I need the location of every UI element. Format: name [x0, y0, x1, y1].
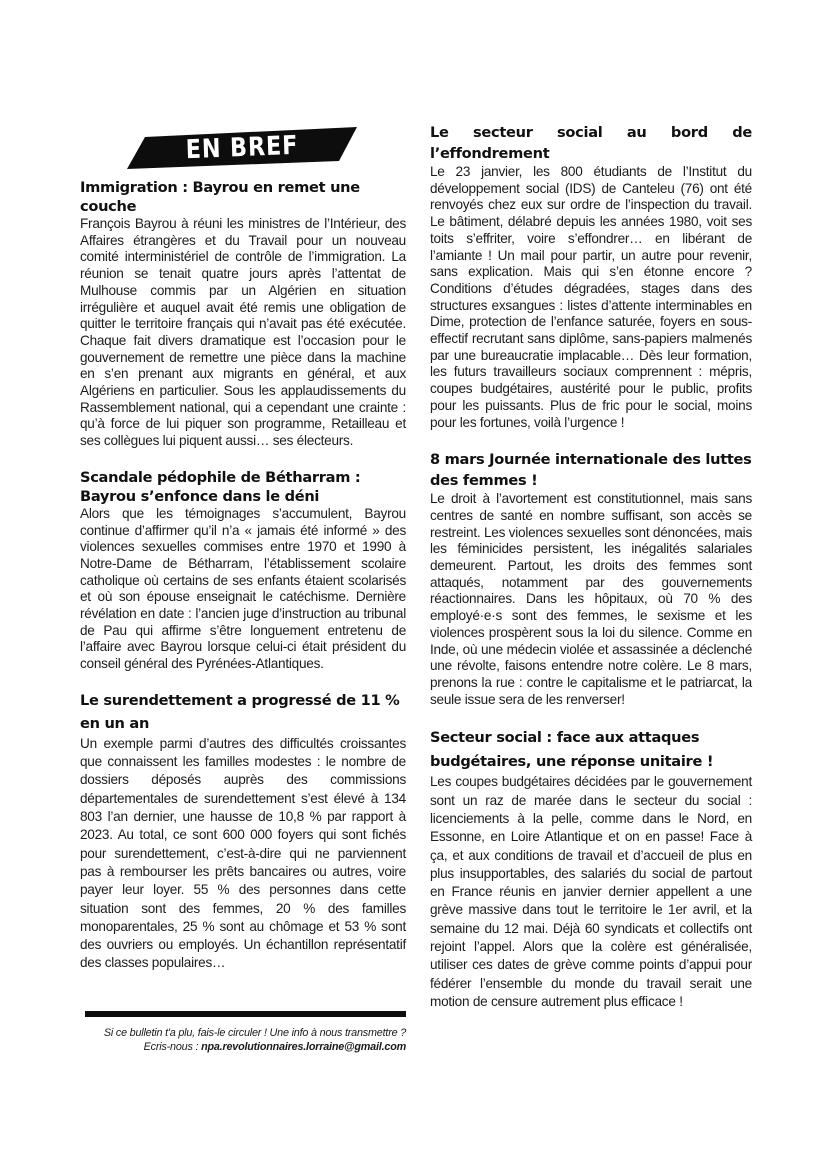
- en-bref-banner: [80, 120, 406, 176]
- article-body: François Bayrou à réuni les ministres de l’Intérieur, des Affaires étrangères et du Travail pour un nouveau comité interministériel de contrôle de l’immigration. La réunion se tenait quatre jours après l’attentat de Mulhouse commis par un Algérien en situation irrégulière et auquel avait été remis une obligation de quitter le territoire français qui n’avait pas été exécutée. Chaque fait divers dramatique est l’occasion pour le gouvernement de remettre une pièce dans la machine en s’en prenant aux migrants en général, et aux Algériens en particulier. Sous les applaudissements du Rassemblement national, qui a cependant une crainte : qu’à force de lui piquer son programme, Retailleau et ses collègues lui piquent aussi… ses électeurs.: [80, 216, 406, 449]
- footer-contact-prefix: Ecris-nous :: [143, 1041, 202, 1053]
- article-surendettement: [80, 689, 406, 973]
- footer-email-link[interactable]: npa.revolutionnaires.lorraine@gmail.com: [201, 1041, 406, 1053]
- article-reponse-unitaire: [430, 726, 752, 1011]
- article-title: Scandale pédophile de Bétharram : Bayrou s’enfonce dans le déni: [80, 468, 361, 505]
- footer-line-2: [80, 1040, 406, 1054]
- footer: [80, 1026, 406, 1054]
- banner-title: EN BREF: [185, 130, 299, 166]
- article-8-mars: [430, 449, 752, 708]
- article-title: 8 mars Journée internationale des luttes des femmes !: [430, 451, 752, 490]
- article-title: Le surendettement a progressé de 11 % en un an: [80, 691, 400, 732]
- article-body: Les coupes budgétaires décidées par le gouvernement sont un raz de marée dans le secteur du social : licenciements à la pelle, comme dans le Nord, en Essonne, en Loire Atlantique et on en passe! Face à ça, et aux conditions de travail et d’accueil de plus en plus insupportables, des salariés du social de partout en France réunis en janvier dernier appellent a une grève massive dans tout le territoire le 1er avril, et la semaine du 12 mai. Déjà 60 syndicats et collectifs ont rejoint l’appel. Alors que la colère est généralisée, utiliser ces dates de grève comme points d’appui pour fédérer l’ensemble du monde du travail serait une motion de censure autrement plus efficace !: [430, 774, 752, 1009]
- article-title: Le secteur social au bord de l’effondrement: [430, 124, 752, 162]
- article-title: Immigration : Bayrou en remet une couche: [80, 179, 360, 215]
- article-betharram: [80, 468, 406, 673]
- article-title: Secteur social : face aux attaques budgétaires, une réponse unitaire !: [430, 729, 714, 770]
- article-secteur-social-effondrement: [430, 122, 752, 431]
- article-body: Un exemple parmi d’autres des difficultés croissantes que connaissent les familles modestes : le nombre de dossiers déposés auprès des commissions départementales de surendettement s’est élevé à 134 803 l’an dernier, une hausse de 10,8 % par rapport à 2023. Au total, ce sont 600 000 foyers qui sont fichés pour surendettement, c’est-à-dire qui ne parviennent pas à rembourser les prêts bancaires ou autres, voire payer leur loyer. 55 % des personnes dans cette situation sont des femmes, 20 % des familles monoparentales, 25 % sont au chômage et 53 % sont des ouvriers ou employés. Un échantillon représentatif des classes populaires…: [80, 735, 406, 971]
- left-column: [80, 120, 406, 973]
- footer-line-1: Si ce bulletin t'a plu, fais-le circuler ! Une info à nous transmettre ?: [103, 1027, 406, 1039]
- article-body: Alors que les témoignages s’accumulent, Bayrou continue d’affirmer qu’il n’a « jamais été informé » des violences sexuelles commises entre 1970 et 1990 à Notre-Dame de Bétharram, l’établissement scolaire catholique où certains de ses enfants étaient scolarisés et où son épouse enseignait le catéchisme. Dernière révélation en date : l’ancien juge d’instruction au tribunal de Pau qui affirme s’être longuement entretenu de l’affaire avec Bayrou lorsque celui-ci était président du conseil général des Pyrénées-Atlantiques.: [80, 505, 406, 672]
- article-body: Le droit à l’avortement est constitutionnel, mais sans centres de santé en nombre suffisant, son accès se restreint. Les violences sexuelles sont dénoncées, mais les féminicides persistent, les inégalités salariales demeurent. Partout, les droits des femmes sont attaqués, notamment par des gouvernements réactionnaires. Dans les hôpitaux, où 70 % des employé·e·s sont des femmes, le sexisme et les violences prospèrent sous la loi du silence. Comme en Inde, où une médecin violée et assassinée a déclenché une révolte, faisons entendre notre colère. Le 8 mars, prenons la rue : contre le capitalisme et le patriarcat, la seule issue sera de les renverser!: [430, 491, 752, 707]
- footer-divider: [85, 1011, 406, 1017]
- article-body: Le 23 janvier, les 800 étudiants de l’Institut du développement social (IDS) de Canteleu (76) ont été renvoyés chez eux sur ordre de l’inspection du travail. Le bâtiment, délabré depuis les années 1980, voit ses toits s’effriter, voire s’effondrer… en libérant de l’amiante ! Un mail pour partir, un autre pour revenir, sans explication. Mais qui s’en étonne encore ? Conditions d’études dégradées, stages dans des structures exsangues : listes d’attente interminables en Dime, protection de l’enfance saturée, foyers en sous-effectif recrutant sans diplôme, sans-papiers malmenés par une bureaucratie implacable… Dès leur formation, les futurs travailleurs sociaux comprennent : mépris, coupes budgétaires, austérité pour le public, profits pour les puissants. Plus de fric pour le social, moins pour les fortunes, voilà l’urgence !: [430, 164, 752, 430]
- right-column: [430, 122, 752, 1011]
- article-immigration: [80, 178, 406, 450]
